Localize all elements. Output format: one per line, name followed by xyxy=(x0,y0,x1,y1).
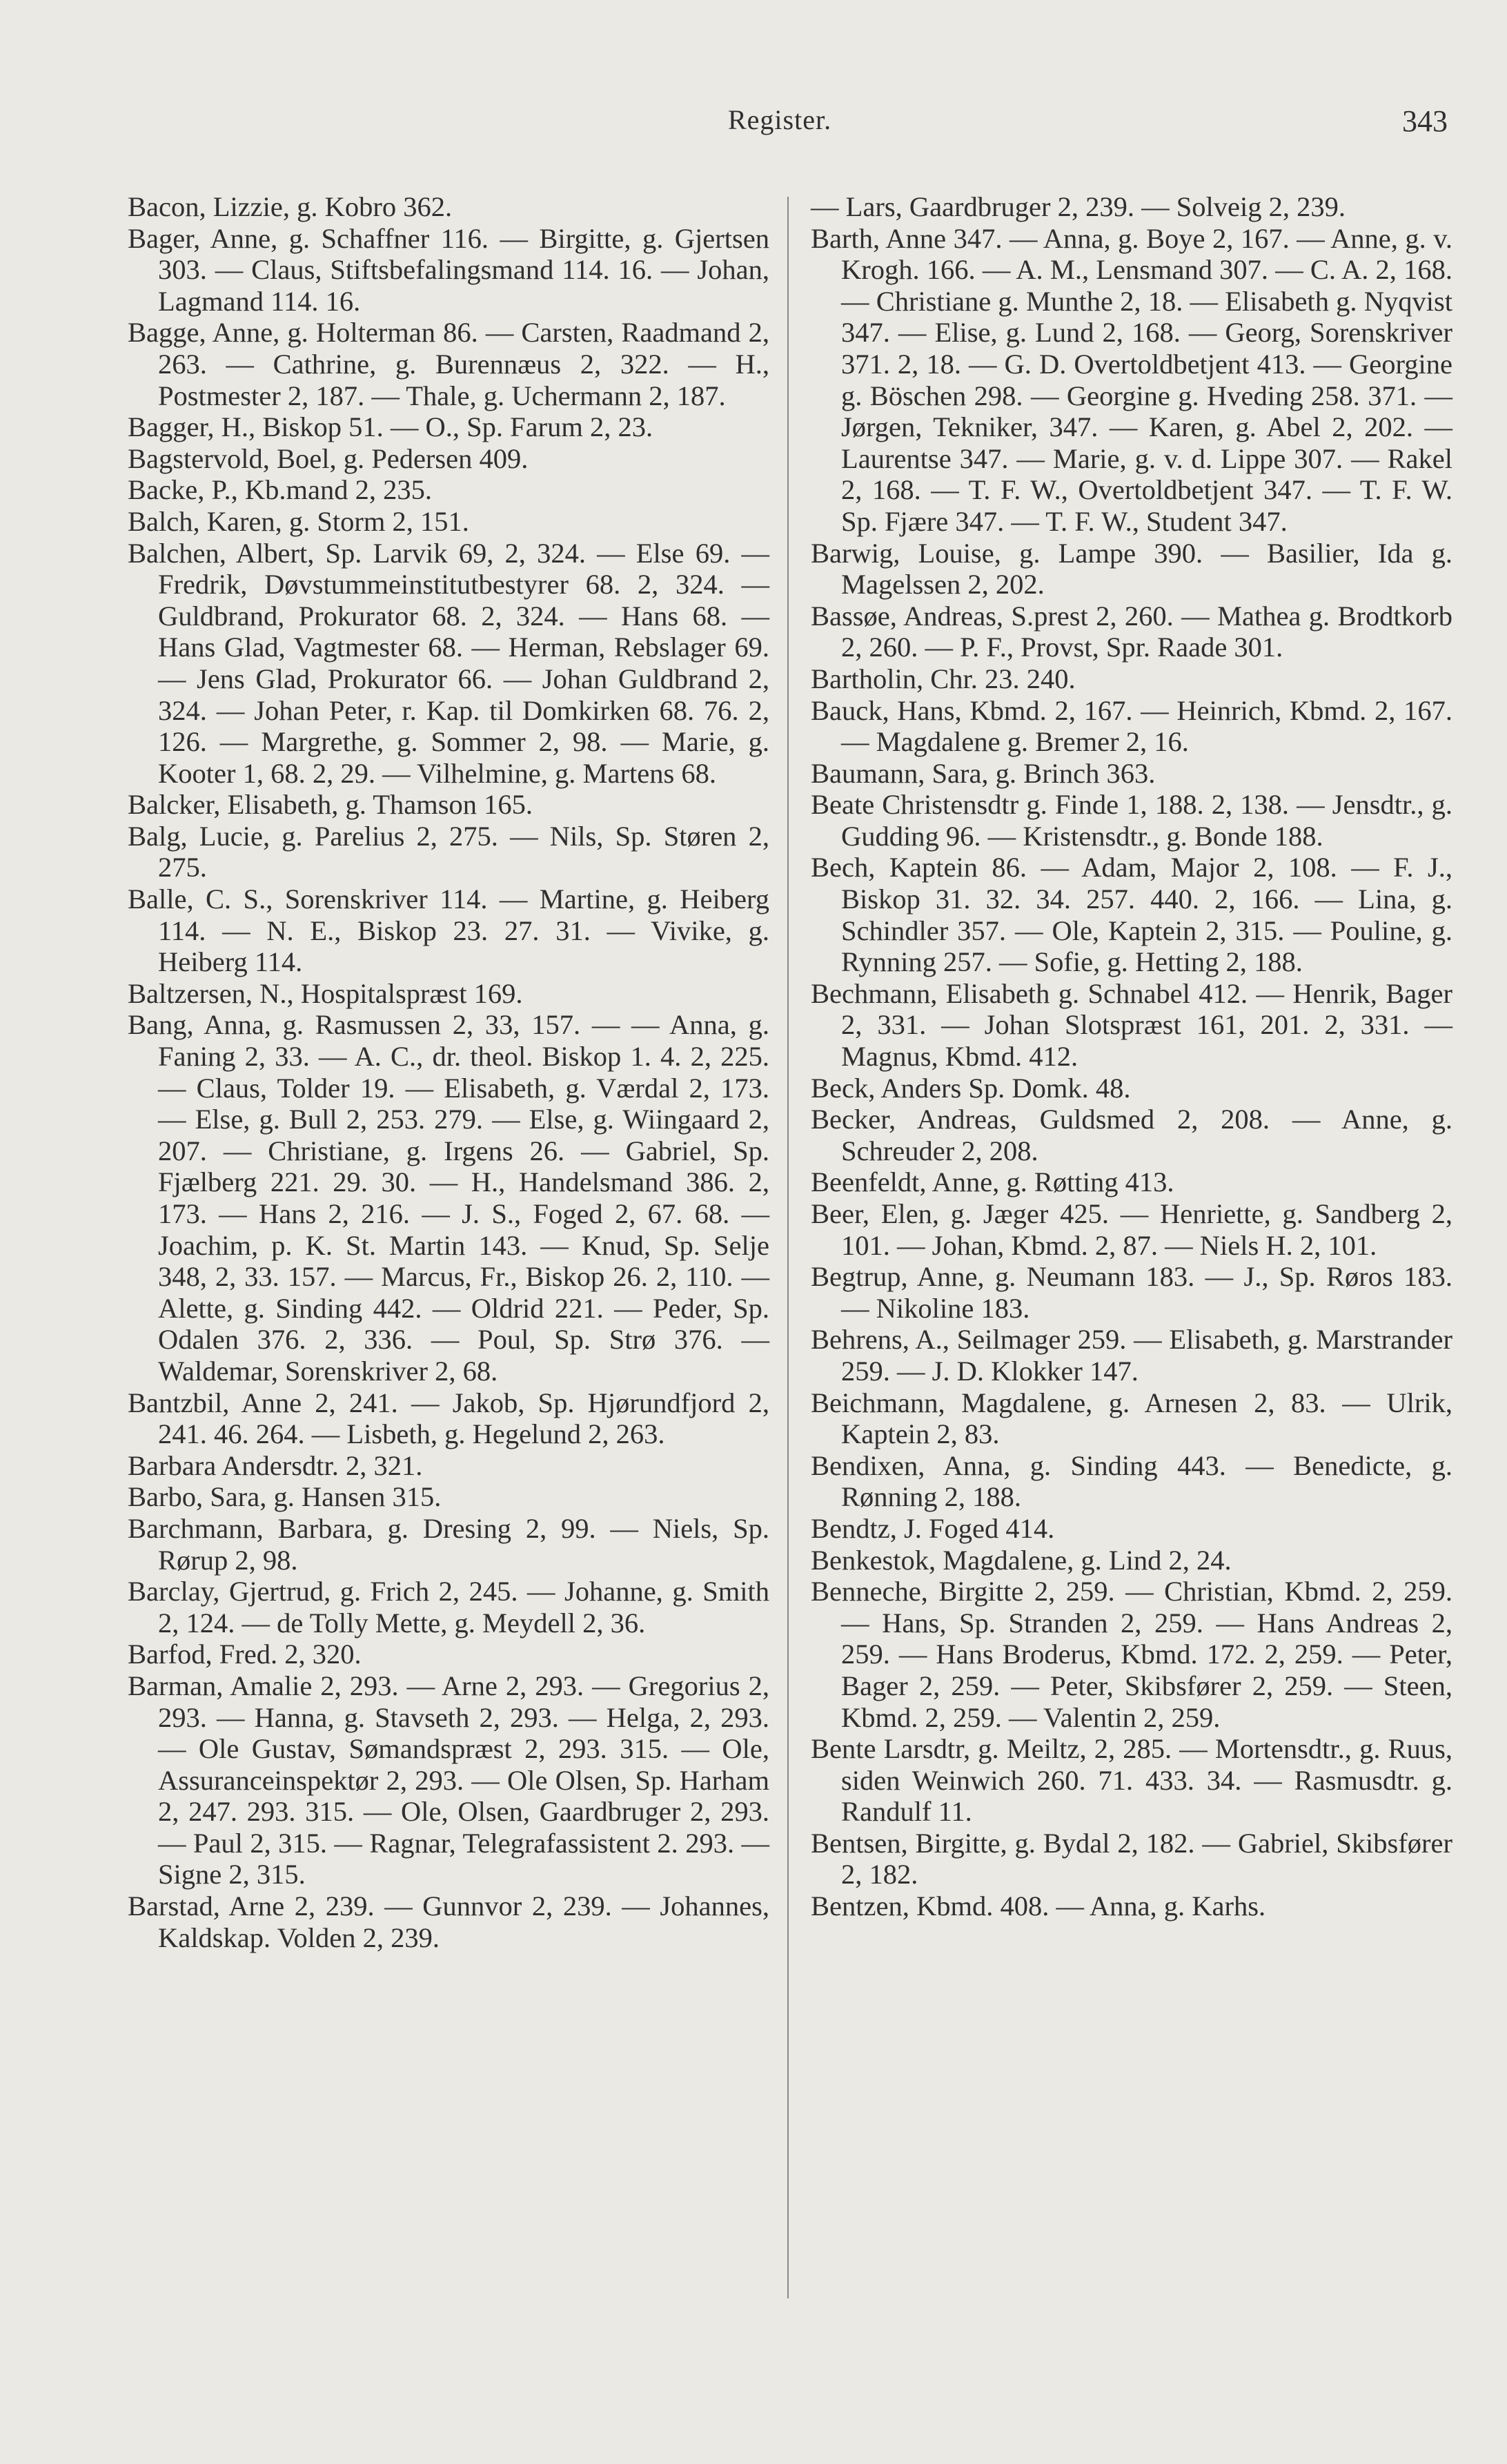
index-entry: Barman, Amalie 2, 293. — Arne 2, 293. — Gregorius 2, 293. — Hanna, g. Stavseth 2, 293. — Helga, 2, 293. — Ole Gustav, Sømandspræst 2, 293. 315. — Ole, Assuranceinspektør 2, 293. — Ole Olsen, Sp. Harham 2, 247. 293. 315. — Ole, Olsen, Gaardbruger 2, 293. — Paul 2, 315. — Ragnar, Telegrafassistent 2. 293. — Signe 2, 315. xyxy=(128,1670,769,1890)
index-entry: Bechmann, Elisabeth g. Schnabel 412. — Henrik, Bager 2, 331. — Johan Slotspræst 161, 201. 2, 331. — Magnus, Kbmd. 412. xyxy=(811,977,1452,1073)
index-entry: Bang, Anna, g. Rasmussen 2, 33, 157. — — Anna, g. Faning 2, 33. — A. C., dr. theol. Biskop 1. 4. 2, 225. — Claus, Tolder 19. — Elisabeth, g. Værdal 2, 173. — Else, g. Bull 2, 253. 279. — Else, g. Wiingaard 2, 207. — Christiane, g. Irgens 26. — Gabriel, Sp. Fjælberg 221. 29. 30. — H., Handelsmand 386. 2, 173. — Hans 2, 216. — J. S., Foged 2, 67. 68. — Joachim, p. K. St. Martin 143. — Knud, Sp. Selje 348, 2, 33. 157. — Marcus, Fr., Biskop 26. 2, 110. — Alette, g. Sinding 442. — Oldrid 221. — Peder, Sp. Odalen 376. 2, 336. — Poul, Sp. Strø 376. — Waldemar, Sorenskriver 2, 68. xyxy=(128,1009,769,1387)
index-entry: Bagger, H., Biskop 51. — O., Sp. Farum 2, 23. xyxy=(128,411,653,443)
index-entry: Balchen, Albert, Sp. Larvik 69, 2, 324. — Else 69. — Fredrik, Døvstummeinstitutbestyrer 68. 2, 324. — Guldbrand, Prokurator 68. 2, 324. — Hans 68. — Hans Glad, Vagtmester 68. — Herman, Rebslager 69. — Jens Glad, Prokurator 66. — Johan Guldbrand 2, 324. — Johan Peter, r. Kap. til Domkirken 68. 76. 2, 126. — Margrethe, g. Sommer 2, 98. — Marie, g. Kooter 1, 68. 2, 29. — Vilhelmine, g. Martens 68. xyxy=(128,537,769,789)
index-entry: Bendixen, Anna, g. Sinding 443. — Benedicte, g. Rønning 2, 188. xyxy=(811,1449,1452,1513)
index-entry: Beck, Anders Sp. Domk. 48. xyxy=(811,1072,1131,1104)
index-entry: Benkestok, Magdalene, g. Lind 2, 24. xyxy=(811,1544,1232,1576)
index-entry: Balch, Karen, g. Storm 2, 151. xyxy=(128,505,469,537)
index-entry: Bente Larsdtr, g. Meiltz, 2, 285. — Mortensdtr., g. Ruus, siden Weinwich 260. 71. 433. 34. — Rasmusdtr. g. Randulf 11. xyxy=(811,1733,1452,1828)
index-entry: Behrens, A., Seilmager 259. — Elisabeth, g. Marstrander 259. — J. D. Klokker 147. xyxy=(811,1324,1452,1387)
index-entry: Bantzbil, Anne 2, 241. — Jakob, Sp. Hjørundfjord 2, 241. 46. 264. — Lisbeth, g. Hegelund 2, 263. xyxy=(128,1387,769,1450)
index-entry: Benneche, Birgitte 2, 259. — Christian, Kbmd. 2, 259. — Hans, Sp. Stranden 2, 259. — Hans Andreas 2, 259. — Hans Broderus, Kbmd. 172. 2, 259. — Peter, Bager 2, 259. — Peter, Skibsfører 2, 259. — Steen, Kbmd. 2, 259. — Valentin 2, 259. xyxy=(811,1576,1452,1733)
column-divider xyxy=(787,197,789,2298)
page-header xyxy=(0,104,1507,145)
index-entry: Bagstervold, Boel, g. Pedersen 409. xyxy=(128,442,529,474)
index-entry: Barbo, Sara, g. Hansen 315. xyxy=(128,1481,442,1513)
index-entry: Beer, Elen, g. Jæger 425. — Henriette, g. Sandberg 2, 101. — Johan, Kbmd. 2, 87. — Niels H. 2, 101. xyxy=(811,1198,1452,1261)
index-entry: Baltzersen, N., Hospitalspræst 169. xyxy=(128,977,523,1009)
index-entry: Balcker, Elisabeth, g. Thamson 165. xyxy=(128,789,533,821)
index-entry: Bagge, Anne, g. Holterman 86. — Carsten, Raadmand 2, 263. — Cathrine, g. Burennæus 2, 322. — H., Postmester 2, 187. — Thale, g. Uchermann 2, 187. xyxy=(128,317,769,411)
index-entry: Barstad, Arne 2, 239. — Gunnvor 2, 239. — Johannes, Kaldskap. Volden 2, 239. xyxy=(128,1890,769,1953)
index-entry: Bech, Kaptein 86. — Adam, Major 2, 108. — F. J., Biskop 31. 32. 34. 257. 440. 2, 166. — Lina, g. Schindler 357. — Ole, Kaptein 2, 315. — Pouline, g. Rynning 257. — Sofie, g. Hetting 2, 188. xyxy=(811,852,1452,978)
index-entry: Bauck, Hans, Kbmd. 2, 167. — Heinrich, Kbmd. 2, 167. — Magdalene g. Bremer 2, 16. xyxy=(811,694,1452,758)
index-entry: Bentzen, Kbmd. 408. — Anna, g. Karhs. xyxy=(811,1890,1266,1922)
index-entry: Balg, Lucie, g. Parelius 2, 275. — Nils, Sp. Støren 2, 275. xyxy=(128,820,769,883)
index-entry: Barfod, Fred. 2, 320. xyxy=(128,1639,362,1670)
running-title: Register. xyxy=(728,104,832,135)
index-entry: Barbara Andersdtr. 2, 321. xyxy=(128,1449,423,1481)
index-entry: Bager, Anne, g. Schaffner 116. — Birgitte, g. Gjertsen 303. — Claus, Stiftsbefalingsmand 114. 16. — Johan, Lagmand 114. 16. xyxy=(128,222,769,317)
index-entry: Balle, C. S., Sorenskriver 114. — Martine, g. Heiberg 114. — N. E., Biskop 23. 27. 31. — Vivike, g. Heiberg 114. xyxy=(128,883,769,978)
index-entry: Bartholin, Chr. 23. 240. xyxy=(811,663,1076,694)
index-entry: Baumann, Sara, g. Brinch 363. xyxy=(811,757,1156,789)
index-entry: Becker, Andreas, Guldsmed 2, 208. — Anne, g. Schreuder 2, 208. xyxy=(811,1104,1452,1166)
index-entry: Barwig, Louise, g. Lampe 390. — Basilier, Ida g. Magelssen 2, 202. xyxy=(811,537,1452,600)
page-number: 343 xyxy=(1402,104,1448,138)
index-entry: Bendtz, J. Foged 414. xyxy=(811,1512,1055,1544)
index-entry: Beenfeldt, Anne, g. Røtting 413. xyxy=(811,1166,1174,1198)
index-entry: Beichmann, Magdalene, g. Arnesen 2, 83. — Ulrik, Kaptein 2, 83. xyxy=(811,1387,1452,1450)
index-entry: Bentsen, Birgitte, g. Bydal 2, 182. — Gabriel, Skibsfører 2, 182. xyxy=(811,1827,1452,1890)
left-column xyxy=(128,191,769,1953)
index-entry: Backe, P., Kb.mand 2, 235. xyxy=(128,474,432,506)
index-entry: Barchmann, Barbara, g. Dresing 2, 99. — Niels, Sp. Rørup 2, 98. xyxy=(128,1512,769,1576)
index-entry: Barclay, Gjertrud, g. Frich 2, 245. — Johanne, g. Smith 2, 124. — de Tolly Mette, g. Meydell 2, 36. xyxy=(128,1576,769,1639)
index-entry: Begtrup, Anne, g. Neumann 183. — J., Sp. Røros 183. — Nikoline 183. xyxy=(811,1261,1452,1324)
index-entry: Barth, Anne 347. — Anna, g. Boye 2, 167. — Anne, g. v. Krogh. 166. — A. M., Lensmand 307. — C. A. 2, 168. — Christiane g. Munthe 2, 18. — Elisabeth g. Nyqvist 347. — Elise, g. Lund 2, 168. — Georg, Sorenskriver 371. 2, 18. — G. D. Overtoldbetjent 413. — Georgine g. Böschen 298. — Georgine g. Hveding 258. 371. — Jørgen, Tekniker, 347. — Karen, g. Abel 2, 202. — Laurentse 347. — Marie, g. v. d. Lippe 307. — Rakel 2, 168. — T. F. W., Overtoldbetjent 347. — T. F. W. Sp. Fjære 347. — T. F. W., Student 347. xyxy=(811,222,1452,537)
right-column xyxy=(811,191,1452,1922)
index-entry: — Lars, Gaardbruger 2, 239. — Solveig 2, 239. xyxy=(811,191,1346,222)
index-entry: Bassøe, Andreas, S.prest 2, 260. — Mathea g. Brodtkorb 2, 260. — P. F., Provst, Spr. Raade 301. xyxy=(811,600,1452,663)
index-entry: Bacon, Lizzie, g. Kobro 362. xyxy=(128,191,453,222)
index-entry: Beate Christensdtr g. Finde 1, 188. 2, 138. — Jensdtr., g. Gudding 96. — Kristensdtr., g. Bonde 188. xyxy=(811,789,1452,852)
